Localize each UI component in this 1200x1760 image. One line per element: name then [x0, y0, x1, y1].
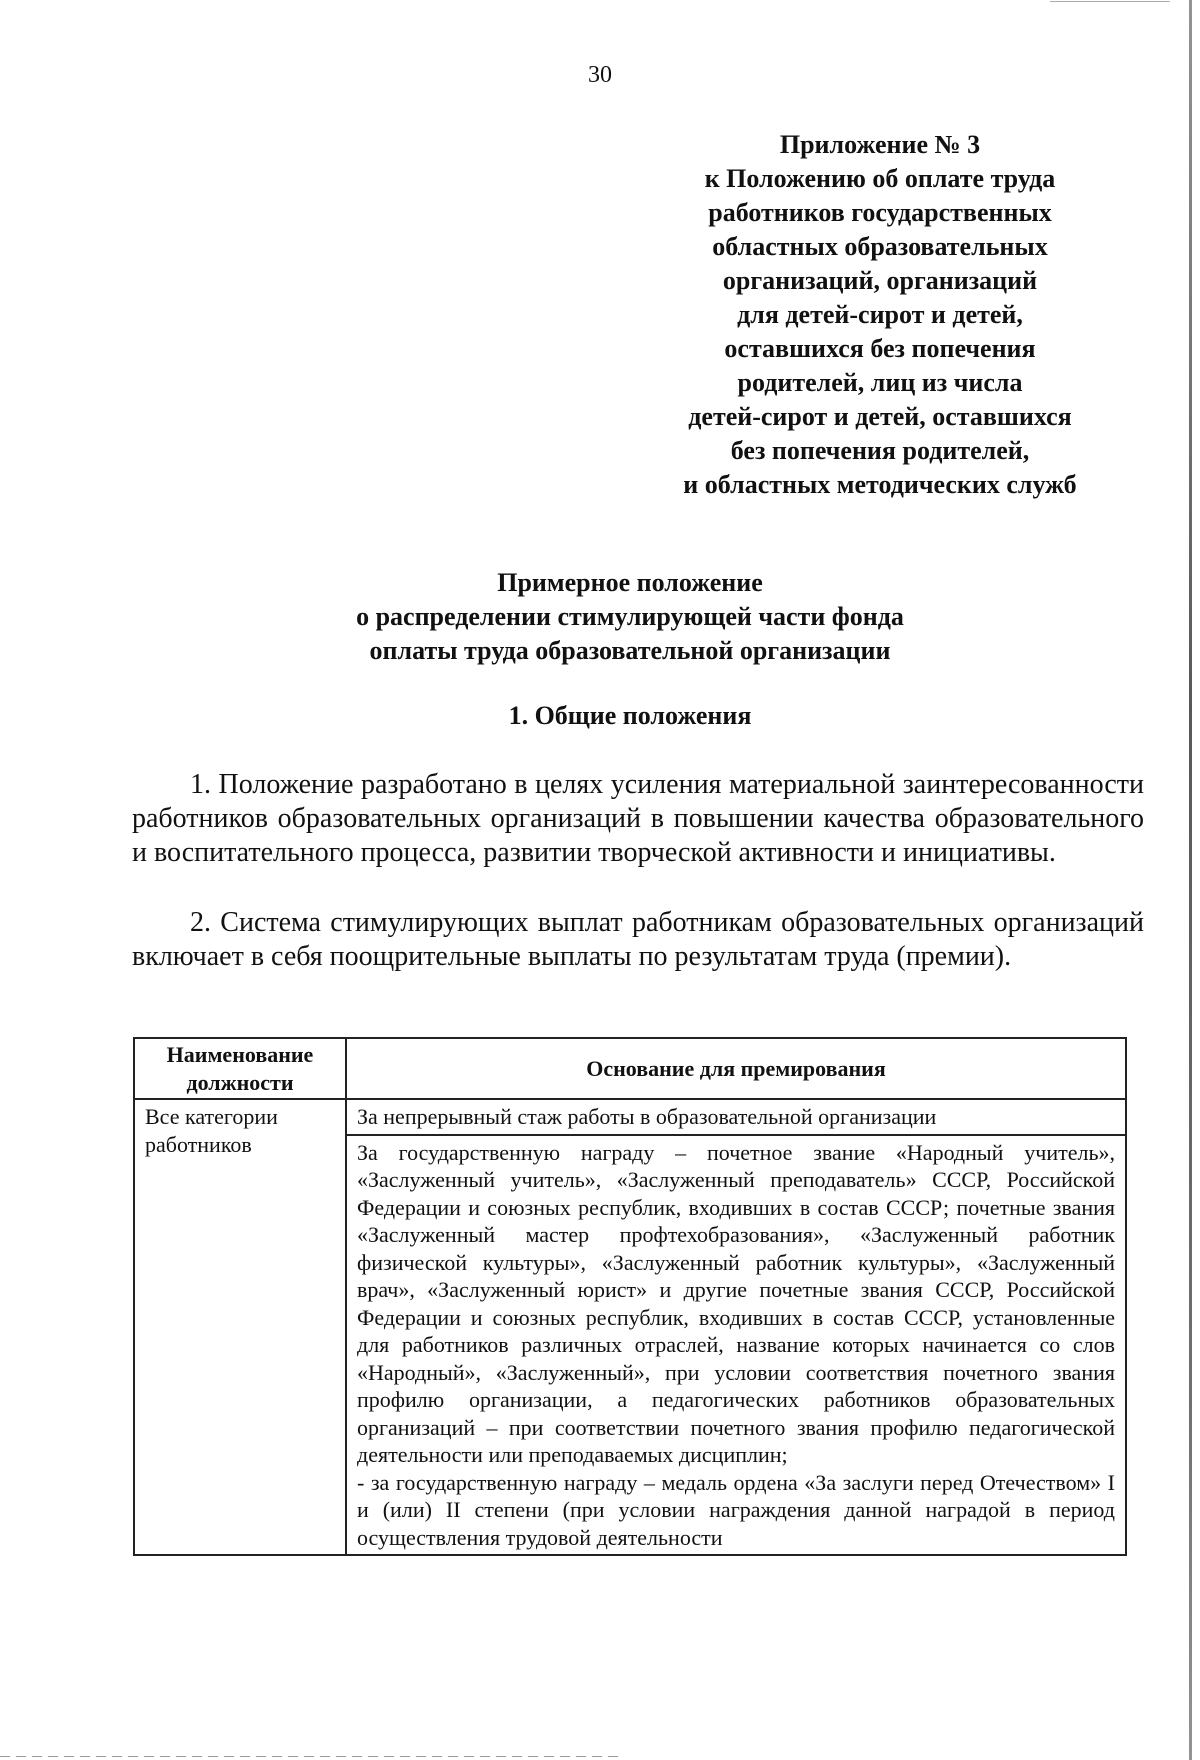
scan-artifact — [0, 1756, 620, 1757]
scan-artifact — [1050, 1, 1170, 2]
appendix-line: оставшихся без попечения — [724, 334, 1036, 363]
appendix-line: и областных методических служб — [683, 470, 1077, 499]
title-line: о распределении стимулирующей части фонда — [356, 602, 904, 631]
appendix-line: к Положению об оплате труда — [704, 164, 1056, 193]
appendix-line: детей-сирот и детей, оставшихся — [688, 402, 1072, 431]
basis-paragraph: За государственную награду – почетное звание «Народный учитель», «Заслуженный учитель», «Заслуженный преподаватель» СССР, Российской Федерации и союзных республик, входивших в состав СССР; почетные звания «Заслуженный мастер профтехобразования», «Заслуженный работник физической культуры», «Заслуженный работник культуры», «Заслуженный врач», «Заслуженный юрист» и другие почетные звания СССР, Российской Федерации и союзных республик, входивших в состав СССР, установленные для работников различных отраслей, название которых начинается со слов «Народный», «Заслуженный», при условии соответствия почетного звания профилю организации, а педагогических работников образовательных организаций – при соответствии почетного звания профилю педагогической деятельности или преподаваемых дисциплин; — [357, 1139, 1115, 1467]
basis-cell — [346, 1135, 1126, 1556]
appendix-header — [645, 128, 1115, 502]
appendix-line: областных образовательных — [712, 232, 1048, 261]
premium-table — [133, 1037, 1127, 1556]
document-title — [0, 566, 1200, 668]
title-line: оплаты труда образовательной организации — [369, 636, 891, 665]
appendix-line: Приложение № 3 — [779, 130, 981, 159]
table-row — [134, 1099, 1126, 1135]
title-line: Примерное положение — [497, 568, 763, 597]
header-position: Наименование должности — [134, 1038, 346, 1099]
basis-cell: За непрерывный стаж работы в образовательной организации — [346, 1099, 1126, 1135]
table-header-row — [134, 1038, 1126, 1099]
section-heading: 1. Общие положения — [508, 701, 752, 730]
page-number: 30 — [588, 62, 612, 88]
paragraph-2: 2. Система стимулирующих выплат работникам образовательных организаций включает в себя поощрительные выплаты по результатам труда (премии). — [132, 907, 1144, 972]
position-cell: Все категории работников — [134, 1099, 346, 1555]
paragraph-1: 1. Положение разработано в целях усиления материальной заинтересованности работников образовательных организаций в повышении качества образовательного и воспитательного процесса, развитии творческой активности и инициативы. — [132, 769, 1144, 868]
scan-edge-shadow — [1189, 0, 1192, 1760]
appendix-line: без попечения родителей, — [730, 436, 1030, 465]
appendix-line: для детей-сирот и детей, — [737, 300, 1023, 329]
header-basis: Основание для премирования — [346, 1038, 1126, 1099]
appendix-line: родителей, лиц из числа — [737, 368, 1023, 397]
basis-paragraph: - за государственную награду – медаль ордена «За заслуги перед Отечеством» I и (или) II степени (при условии награждения данной наградой в период осуществления трудовой деятельности — [357, 1469, 1115, 1550]
appendix-line: работников государственных — [708, 198, 1052, 227]
appendix-line: организаций, организаций — [722, 266, 1038, 295]
